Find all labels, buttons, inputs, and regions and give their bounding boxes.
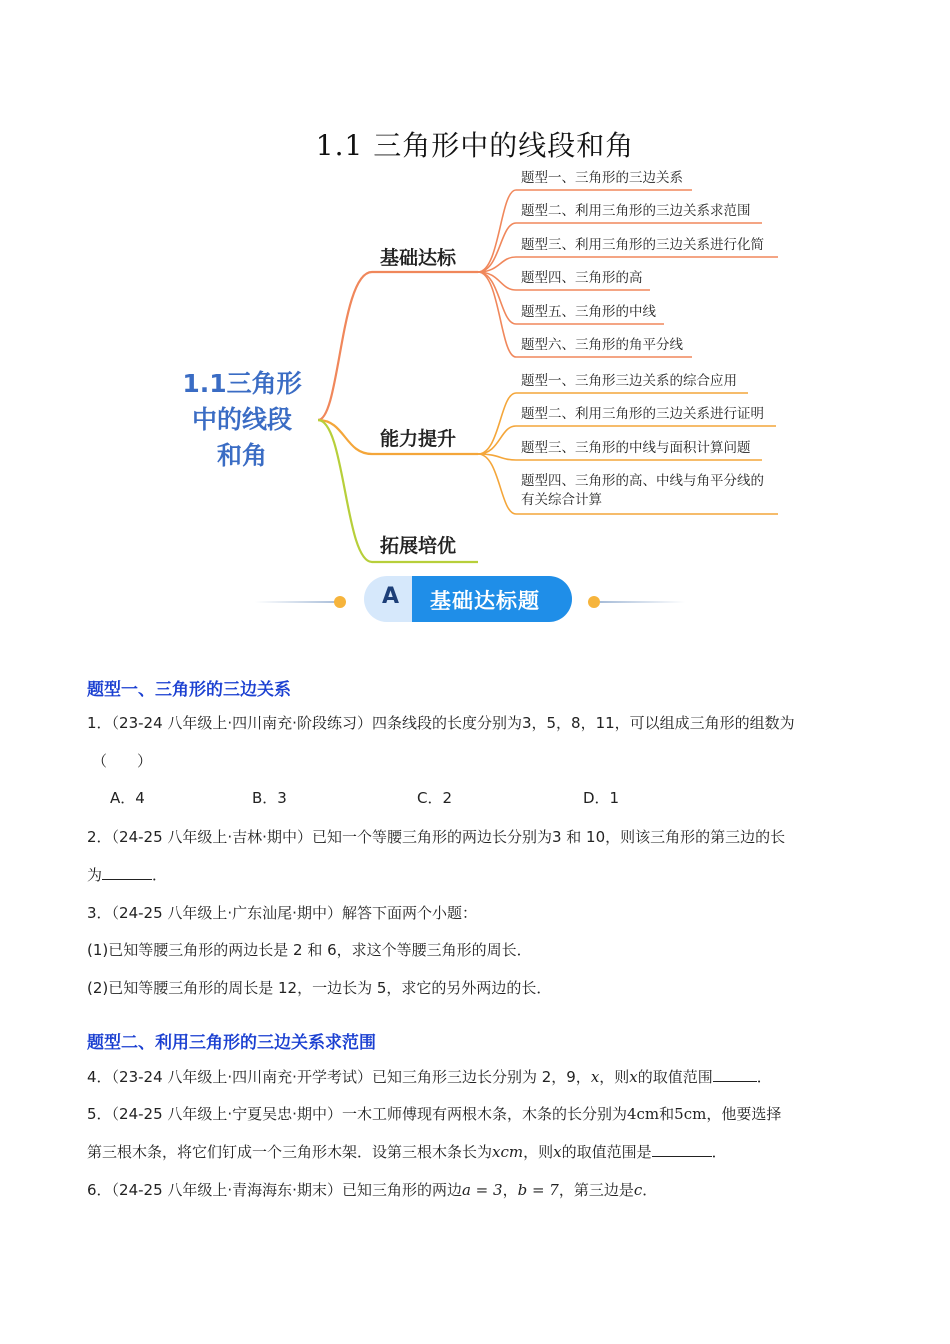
math-value: 5cm (674, 1105, 707, 1123)
mindmap-leaf-line: 题型四、三角形的高、中线与角平分线的 (521, 473, 764, 489)
question-5 (87, 1103, 781, 1124)
question-text: ，则 (599, 1068, 630, 1086)
question-source: （24-25 八年级上·广东汕尾·期中） (111, 904, 342, 922)
mindmap-branch-basic: 基础达标 (380, 247, 457, 269)
mindmap-leaf: 题型四、三角形的高 (521, 270, 643, 286)
question-text: 解答下面两个小题： (341, 904, 477, 922)
question-text: ，则 (523, 1143, 554, 1161)
mindmap-leaf: 题型二、利用三角形的三边关系进行证明 (521, 406, 764, 422)
mindmap-root (172, 366, 312, 474)
question-source: （24-25 八年级上·宁夏吴忠·期中） (111, 1105, 342, 1123)
question-text: ，他要选择 (706, 1105, 782, 1123)
math-var: x (553, 1143, 562, 1161)
answer-blank[interactable] (652, 1142, 712, 1157)
question-4 (87, 1066, 772, 1087)
question-source: （23-24 八年级上·四川南充·阶段练习） (111, 714, 372, 732)
question-5-line2 (87, 1141, 727, 1162)
question-3 (87, 902, 477, 923)
question-text: ，第三边是 (558, 1181, 634, 1199)
question-number: 1． (87, 714, 112, 732)
answer-blank[interactable] (102, 865, 152, 880)
mindmap-leaf: 题型一、三角形三边关系的综合应用 (521, 373, 737, 389)
option-a: A．4 (110, 789, 145, 807)
math-equation: a = 3 (461, 1181, 503, 1199)
question-number: 6． (87, 1181, 112, 1199)
mindmap-leaf: 题型三、三角形的中线与面积计算问题 (521, 440, 751, 456)
banner-left-dot (334, 596, 346, 608)
question-number: 4． (87, 1068, 112, 1086)
math-equation: b = 7 (517, 1181, 559, 1199)
banner-right-dot (588, 596, 600, 608)
mindmap-leaf: 题型三、利用三角形的三边关系进行化简 (521, 237, 764, 253)
answer-blank[interactable] (713, 1067, 757, 1082)
question-text: 已知三角形的两边 (341, 1181, 462, 1199)
question-3-part-2: (2)已知等腰三角形的周长是 12，一边长为 5，求它的另外两边的长． (87, 979, 552, 997)
mindmap-root-line: 中的线段 (191, 405, 292, 434)
question-source: （23-24 八年级上·四川南充·开学考试） (111, 1068, 372, 1086)
question-text: 已知三角形三边长分别为 2，9， (371, 1068, 591, 1086)
question-end: ． (711, 1143, 727, 1161)
question-text: 为 (87, 866, 103, 884)
question-text: 和 (659, 1105, 675, 1123)
banner-label: 基础达标题 (430, 589, 540, 613)
mindmap-root-line: 和角 (216, 441, 267, 470)
question-number: 5． (87, 1105, 112, 1123)
mindmap-branch-improve: 能力提升 (380, 428, 457, 450)
mindmap-leaf: 题型二、利用三角形的三边关系求范围 (521, 203, 751, 219)
option-b: B．3 (252, 789, 287, 807)
page-title: 1.1 三角形中的线段和角 (315, 129, 635, 162)
mindmap-connectors (0, 0, 950, 640)
question-text: ， (502, 1181, 518, 1199)
banner-right-rule (600, 601, 685, 603)
question-end: ． (642, 1181, 658, 1199)
math-var: x (629, 1068, 638, 1086)
math-value: xcm (492, 1143, 524, 1161)
banner-letter: A (382, 584, 400, 609)
mindmap-leaf-line: 有关综合计算 (521, 492, 602, 508)
math-value: 4cm (626, 1105, 660, 1123)
banner-letter-box (364, 576, 416, 622)
mindmap-leaf: 题型五、三角形的中线 (521, 304, 656, 320)
option-c: C．2 (417, 789, 453, 807)
question-number: 2． (87, 828, 112, 846)
question-text: 四条线段的长度分别为3，5，8，11，可以组成三角形的组数为 (371, 714, 795, 732)
question-text: 一木工师傅现有两根木条，木条的长分别为 (341, 1105, 627, 1123)
section-heading-2: 题型二、利用三角形的三边关系求范围 (87, 1033, 376, 1053)
option-d: D．1 (583, 789, 620, 807)
section-heading-1: 题型一、三角形的三边关系 (87, 680, 291, 700)
question-number: 3． (87, 904, 112, 922)
question-6 (87, 1179, 657, 1200)
question-2 (87, 826, 785, 847)
mindmap-leaf: 题型一、三角形的三边关系 (521, 170, 683, 186)
banner-left-rule (255, 601, 340, 603)
question-3-part-1: (1)已知等腰三角形的两边长是 2 和 6，求这个等腰三角形的周长． (87, 941, 532, 959)
question-end: ． (756, 1068, 772, 1086)
question-end: ． (152, 866, 168, 884)
mindmap-leaf: 题型六、三角形的角平分线 (521, 337, 683, 353)
mindmap-leaf (521, 472, 764, 510)
banner-label-box (412, 576, 572, 622)
question-text: 的取值范围 (637, 1068, 713, 1086)
question-1-paren: （ ） (92, 752, 153, 770)
question-source: （24-25 八年级上·青海海东·期末） (111, 1181, 342, 1199)
math-var: x (590, 1068, 600, 1086)
question-text: 的取值范围是 (561, 1143, 652, 1161)
question-text: 已知一个等腰三角形的两边长分别为3 和 10，则该三角形的第三边的长 (311, 828, 786, 846)
mindmap-root-line: 1.1三角形 (182, 369, 302, 398)
math-var: c (633, 1181, 643, 1199)
question-2-line2 (87, 864, 167, 885)
mindmap-branch-extend: 拓展培优 (380, 535, 457, 557)
question-text: 第三根木条，将它们钉成一个三角形木架．设第三根木条长为 (87, 1143, 493, 1161)
question-source: （24-25 八年级上·吉林·期中） (111, 828, 312, 846)
question-1 (87, 712, 795, 733)
